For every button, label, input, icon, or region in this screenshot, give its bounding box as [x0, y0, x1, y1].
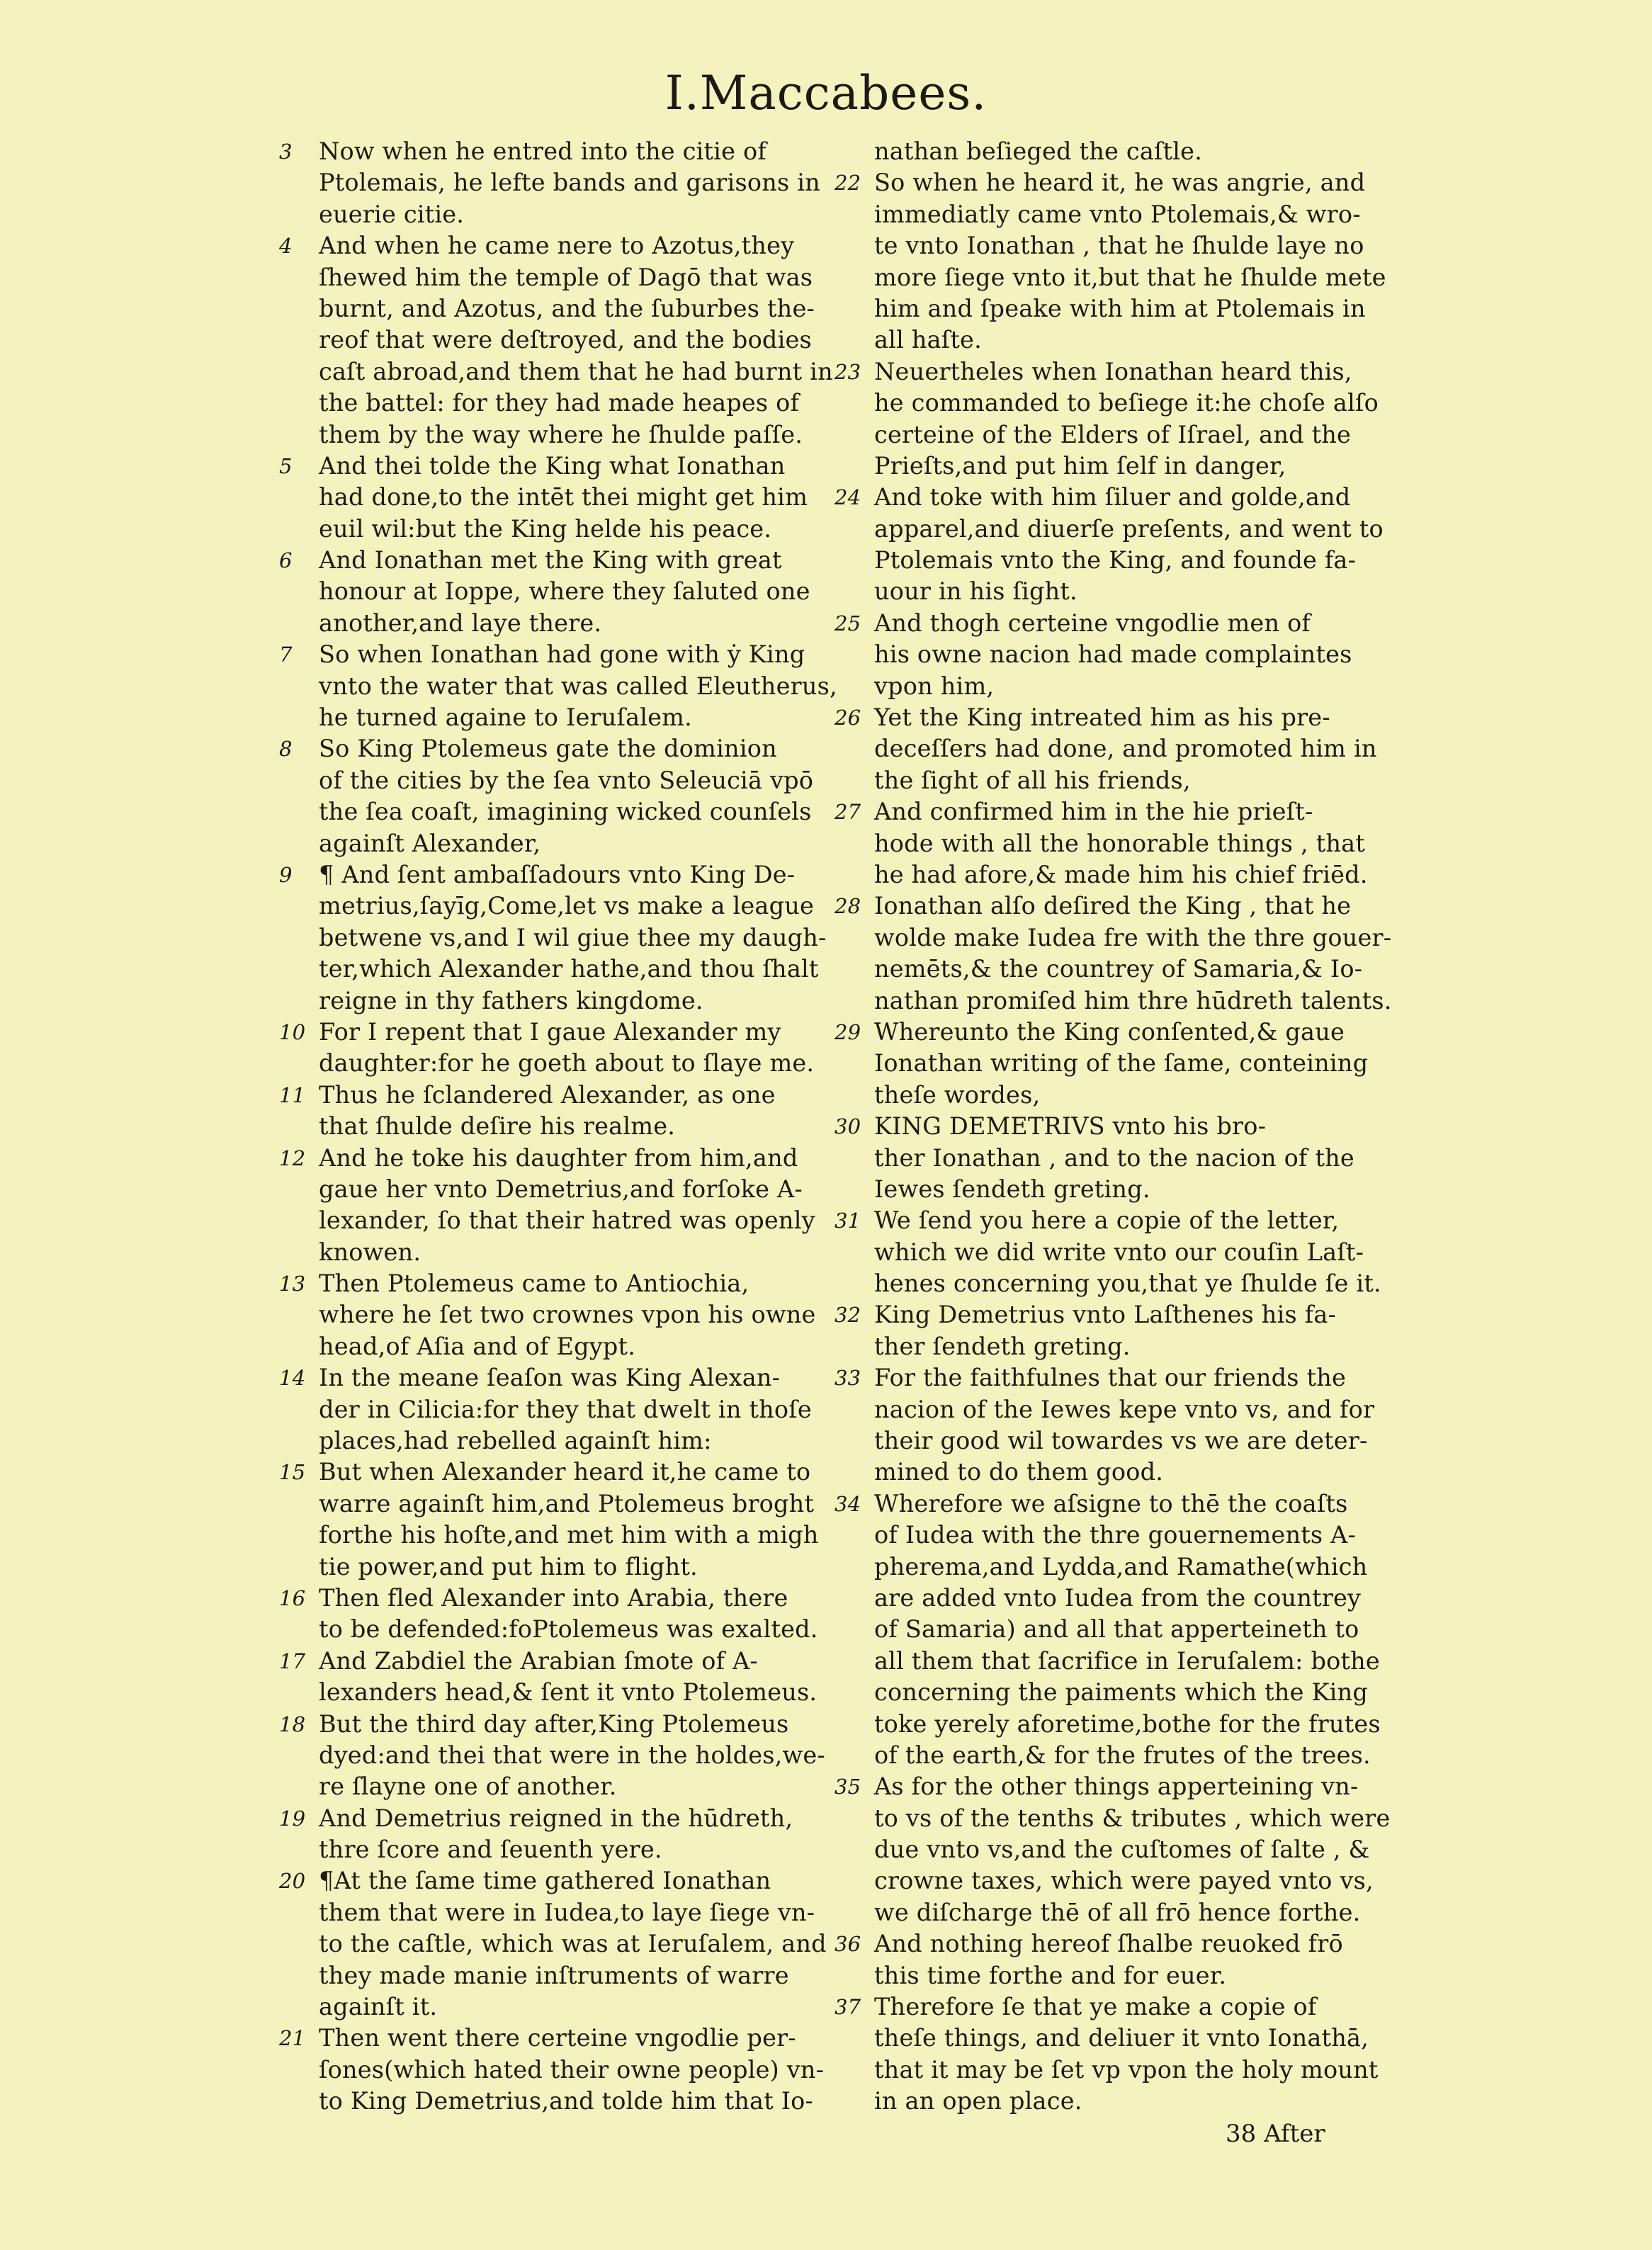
line-text: the battel: for they had made heapes of — [319, 389, 800, 417]
text-line — [825, 1048, 1384, 1079]
line-text: nathan beſieged the caſtle. — [874, 137, 1203, 165]
line-text: certeine of the Elders of Iſrael, and the — [874, 420, 1352, 448]
text-line — [269, 954, 836, 985]
line-text: reof that were deſtroyed, and the bodies — [319, 326, 812, 354]
line-text: another,and laye there. — [319, 609, 602, 637]
line-text: Therefore ſe that ye make a copie of — [874, 1993, 1317, 2021]
text-line — [269, 1834, 836, 1865]
verse-number: 18 — [279, 1712, 306, 1736]
line-text: more ſiege vnto it,but that he ſhulde mete — [874, 263, 1386, 291]
line-text: And toke with him ſiluer and golde,and — [874, 483, 1351, 511]
text-line — [269, 167, 836, 198]
text-line — [825, 859, 1384, 891]
text-line — [269, 1803, 836, 1834]
text-line — [825, 356, 1384, 388]
line-text: dyed:and thei that were in the holdes,we- — [319, 1741, 825, 1769]
line-text: knowen. — [319, 1238, 422, 1266]
text-line — [825, 199, 1384, 230]
line-text: the ſea coaſt, imagining wicked counſels — [319, 798, 812, 826]
text-line — [269, 293, 836, 324]
line-text: apparel,and diuerſe preſents, and went to — [874, 514, 1384, 543]
line-text: againſt Alexander, — [319, 829, 541, 857]
text-line — [269, 1740, 836, 1771]
line-text: pherema,and Lydda,and Ramathe(which — [874, 1552, 1368, 1581]
text-line — [825, 1551, 1384, 1583]
line-text: vpon him, — [874, 672, 995, 700]
text-line — [825, 388, 1384, 419]
text-line — [825, 1865, 1384, 1896]
text-line — [825, 1205, 1384, 1236]
line-text: And when he came nere to Azotus,they — [319, 232, 795, 260]
line-text: of the earth,& for the frutes of the trees. — [874, 1741, 1371, 1769]
text-line — [825, 324, 1384, 356]
text-line — [825, 576, 1384, 607]
verse-number: 7 — [279, 643, 293, 667]
line-text: Neuertheles when Ionathan heard this, — [874, 357, 1352, 385]
text-line — [269, 451, 836, 482]
verse-number: 28 — [835, 894, 861, 919]
verse-number: 20 — [279, 1869, 306, 1894]
verse-number: 16 — [279, 1585, 306, 1610]
text-line — [269, 1143, 836, 1174]
line-text: wolde make Iudea fre with the thre gouer- — [874, 923, 1392, 951]
text-line — [269, 859, 836, 891]
text-line — [269, 1928, 836, 1960]
text-line — [269, 514, 836, 545]
verse-number: 3 — [279, 140, 293, 164]
line-text: For I repent that I gaue Alexander my — [319, 1017, 781, 1046]
text-line — [269, 1299, 836, 1330]
text-line — [269, 2023, 836, 2054]
text-line — [269, 230, 836, 261]
line-text: King Demetrius vnto Laſthenes his fa- — [874, 1301, 1337, 1329]
line-text: Thus he ſclandered Alexander, as one — [319, 1080, 776, 1109]
line-text: Whereunto the King conſented,& gaue — [874, 1017, 1345, 1046]
text-line — [269, 482, 836, 513]
text-line — [269, 1080, 836, 1111]
text-line — [825, 671, 1384, 702]
line-text: theſe wordes, — [874, 1080, 1041, 1109]
line-text: that it may be ſet vp vpon the holy mount — [874, 2055, 1379, 2084]
text-line — [825, 1143, 1384, 1174]
text-line — [269, 765, 836, 796]
line-text: of the cities by the ſea vnto Seleuciā vpō — [319, 766, 814, 794]
line-text: And he toke his daughter from him,and — [319, 1143, 798, 1172]
text-line — [269, 1457, 836, 1488]
text-line — [825, 451, 1384, 482]
text-line — [825, 1425, 1384, 1457]
text-line — [269, 1960, 836, 1991]
text-line — [825, 1646, 1384, 1677]
text-line — [825, 514, 1384, 545]
verse-number: 36 — [835, 1932, 861, 1957]
line-text: head,of Aſia and of Egypt. — [319, 1332, 636, 1360]
text-line — [825, 1677, 1384, 1708]
text-line — [825, 2023, 1384, 2054]
text-line — [825, 1928, 1384, 1960]
line-text: againſt it. — [319, 1993, 438, 2021]
text-line — [825, 1362, 1384, 1393]
line-text: Prieſts,and put him ſelf in danger, — [874, 451, 1286, 480]
verse-number: 31 — [835, 1209, 861, 1233]
text-line — [269, 1709, 836, 1740]
line-text: nacion of the Iewes kepe vnto vs, and for — [874, 1395, 1375, 1423]
line-text: thre ſcore and ſeuenth yere. — [319, 1836, 662, 1864]
line-text: he commanded to beſiege it:he choſe alſo — [874, 389, 1379, 417]
line-text: reigne in thy fathers kingdome. — [319, 986, 703, 1014]
text-line — [825, 167, 1384, 198]
text-line — [269, 1583, 836, 1614]
line-text: Then Ptolemeus came to Antiochia, — [319, 1270, 749, 1298]
line-text: tie power,and put him to flight. — [319, 1552, 698, 1581]
line-text: metrius,ſayīg,Come,let vs make a league — [319, 892, 815, 920]
line-text: this time forthe and for euer. — [874, 1961, 1227, 1989]
text-line — [825, 954, 1384, 985]
line-text: As for the other things apperteining vn- — [874, 1773, 1359, 1801]
text-line — [825, 733, 1384, 764]
text-line — [825, 1991, 1384, 2023]
line-text: all them that ſacrifice in Ieruſalem: bothe — [874, 1646, 1380, 1675]
line-text: deceſſers had done, and promoted him in — [874, 735, 1377, 763]
line-text: burnt, and Azotus, and the ſuburbes the- — [319, 294, 815, 322]
line-text: due vnto vs,and the cuſtomes of ſalte , & — [874, 1836, 1370, 1864]
text-line — [269, 639, 836, 670]
text-line — [269, 388, 836, 419]
line-text: And Zabdiel the Arabian ſmote of A- — [319, 1646, 758, 1675]
text-line — [825, 419, 1384, 451]
verse-number: 22 — [835, 171, 861, 196]
text-line — [269, 419, 836, 451]
line-text: Then went there certeine vngodlie per- — [319, 2024, 796, 2052]
text-line — [269, 733, 836, 764]
text-line — [825, 1237, 1384, 1268]
line-text: he turned againe to Ieruſalem. — [319, 703, 693, 732]
text-line — [825, 828, 1384, 859]
text-line — [269, 1331, 836, 1362]
text-line — [269, 671, 836, 702]
line-text: his owne nacion had made complaintes — [874, 640, 1352, 669]
line-text: And thogh certeine vngodlie men of — [874, 609, 1311, 637]
text-line — [825, 293, 1384, 324]
text-line — [269, 324, 836, 356]
line-text: uour in his ſight. — [874, 577, 1077, 606]
right-column — [825, 136, 1392, 2118]
verse-number: 32 — [835, 1303, 861, 1328]
text-line — [825, 1017, 1384, 1048]
line-text: that ſhulde deſire his realme. — [319, 1112, 676, 1141]
text-line — [269, 576, 836, 607]
text-line — [269, 1897, 836, 1928]
text-line — [269, 1771, 836, 1802]
text-line — [825, 702, 1384, 733]
text-line — [269, 1551, 836, 1583]
text-line — [269, 922, 836, 954]
verse-number: 17 — [279, 1649, 306, 1673]
line-text: ther Ionathan , and to the nacion of the — [874, 1143, 1354, 1172]
text-line — [269, 891, 836, 922]
verse-number: 19 — [279, 1806, 306, 1831]
verse-number: 13 — [279, 1272, 306, 1296]
text-line — [825, 1080, 1384, 1111]
text-line — [269, 1991, 836, 2023]
line-text: are added vnto Iudea from the countrey — [874, 1583, 1362, 1612]
text-line — [269, 136, 836, 167]
line-text: nemēts,& the countrey of Samaria,& Io- — [874, 955, 1363, 983]
text-line — [825, 1803, 1391, 1834]
line-text: euerie citie. — [319, 200, 465, 228]
text-line — [825, 1299, 1384, 1330]
text-line — [269, 356, 836, 388]
line-text: In the meane ſeaſon was King Alexan- — [319, 1364, 781, 1392]
line-text: te vnto Ionathan , that he ſhulde laye no — [874, 232, 1364, 260]
line-text: Ionathan alſo deſired the King , that he — [874, 892, 1352, 920]
verse-number: 4 — [279, 234, 293, 259]
line-text: ſhewed him the temple of Dagō that was — [319, 263, 813, 291]
line-text: him and ſpeake with him at Ptolemais in — [874, 294, 1366, 322]
text-line — [269, 545, 836, 576]
line-text: And Demetrius reigned in the hūdreth, — [319, 1804, 793, 1832]
line-text: ¶At the ſame time gathered Ionathan — [319, 1867, 771, 1895]
line-text: in an open place. — [874, 2087, 1082, 2115]
line-text: the ſight of all his friends, — [874, 766, 1191, 794]
line-text: So when Ionathan had gone with ẏ King — [319, 640, 805, 669]
verse-number: 15 — [279, 1460, 306, 1485]
line-text: ter,which Alexander hathe,and thou ſhalt — [319, 955, 819, 983]
text-line — [825, 136, 1384, 167]
text-line — [825, 1268, 1384, 1299]
text-line — [825, 482, 1384, 513]
line-text: Ionathan writing of the ſame, conteining — [874, 1049, 1369, 1078]
line-text: forthe his hoſte,and met him with a migh — [319, 1521, 819, 1549]
line-text: to vs of the tenths & tributes , which were — [874, 1804, 1391, 1832]
text-line — [269, 1425, 836, 1457]
line-text: them that were in Iudea,to laye ſiege vn- — [319, 1898, 815, 1926]
verse-number: 33 — [835, 1366, 861, 1391]
line-text: warre againſt him,and Ptolemeus broght — [319, 1489, 815, 1517]
line-text: mined to do them good. — [874, 1458, 1164, 1486]
verse-number: 37 — [835, 1995, 861, 2020]
text-line — [825, 1897, 1384, 1928]
verse-number: 23 — [835, 359, 861, 384]
text-line — [269, 1394, 836, 1425]
line-text: daughter:for he goeth about to ſlaye me. — [319, 1049, 815, 1078]
text-line — [825, 1520, 1384, 1551]
line-text: gaue her vnto Demetrius,and forſoke A- — [319, 1175, 803, 1203]
text-line — [269, 1237, 836, 1268]
text-line — [269, 1488, 836, 1520]
text-line — [825, 1709, 1384, 1740]
text-line — [825, 1960, 1384, 1991]
line-text: Yet the King intreated him as his pre- — [874, 703, 1330, 732]
text-line — [825, 1488, 1384, 1520]
line-text: So King Ptolemeus gate the dominion — [319, 735, 777, 763]
line-text: of Samaria) and all that apperteineth to — [874, 1615, 1359, 1644]
line-text: ther ſendeth greting. — [874, 1332, 1131, 1360]
verse-number: 11 — [279, 1082, 306, 1107]
line-text: where he ſet two crownes vpon his owne — [319, 1301, 816, 1329]
text-line — [269, 828, 836, 859]
left-column — [269, 136, 836, 2118]
line-text: So when he heard it, he was angrie, and — [874, 169, 1366, 197]
line-text: Ptolemais vnto the King, and founde fa- — [874, 546, 1357, 575]
line-text: their good wil towardes vs we are deter- — [874, 1427, 1368, 1455]
line-text: vnto the water that was called Eleutherus, — [319, 672, 837, 700]
line-text: caſt abroad,and them that he had burnt in — [319, 357, 833, 385]
text-line — [825, 1331, 1384, 1362]
text-line — [825, 2086, 1384, 2117]
text-line — [825, 1583, 1384, 1614]
verse-number: 27 — [835, 800, 861, 825]
line-text: der in Cilicia:for they that dwelt in thoſe — [319, 1395, 812, 1423]
line-text: he had afore,& made him his chief friēd. — [874, 860, 1368, 888]
text-line — [825, 608, 1384, 639]
line-text: But when Alexander heard it,he came to — [319, 1458, 811, 1486]
line-text: For the faithfulnes that our friends the — [874, 1364, 1347, 1392]
text-line — [269, 1362, 836, 1393]
text-line — [269, 1111, 836, 1142]
line-text: we diſcharge thē of all frō hence forthe. — [874, 1898, 1361, 1926]
text-line — [825, 2054, 1384, 2086]
text-line — [269, 1174, 836, 1205]
line-text: ¶ And ſent ambaſſadours vnto King De- — [319, 860, 796, 888]
line-text: to the caſtle, which was at Ieruſalem, and — [319, 1930, 827, 1958]
verse-number: 10 — [279, 1019, 306, 1044]
line-text: lexanders head,& ſent it vnto Ptolemeus. — [319, 1678, 817, 1707]
line-text: to be defended:foPtolemeus was exalted. — [319, 1615, 818, 1644]
line-text: Wherefore we aſsigne to thē the coaſts — [874, 1489, 1348, 1517]
line-text: lexander, ſo that their hatred was openly — [319, 1206, 815, 1235]
line-text: places,had rebelled againſt him: — [319, 1427, 712, 1455]
verse-number: 14 — [279, 1366, 306, 1391]
line-text: But the third day after,King Ptolemeus — [319, 1709, 789, 1738]
text-line — [825, 891, 1384, 922]
text-line — [825, 985, 1392, 1017]
line-text: And confirmed him in the hie prieſt- — [874, 798, 1313, 826]
line-text: of Iudea with the thre gouernements A- — [874, 1521, 1357, 1549]
text-line — [269, 1614, 836, 1645]
verse-number: 26 — [835, 706, 861, 730]
text-line — [825, 1740, 1384, 1771]
text-line — [825, 545, 1384, 576]
text-line — [825, 1174, 1384, 1205]
text-line — [825, 765, 1384, 796]
text-line — [269, 2054, 836, 2086]
line-text: which we did write vnto our couſin Laſt- — [874, 1238, 1364, 1266]
line-text: hode with all the honorable things , that — [874, 829, 1365, 857]
text-line — [825, 1614, 1384, 1645]
line-text: Now when he entred into the citie of — [319, 137, 766, 165]
line-text: Ptolemais, he lefte bands and garisons in — [319, 169, 820, 197]
text-line — [269, 796, 836, 827]
verse-number: 9 — [279, 862, 293, 887]
text-line — [269, 608, 836, 639]
line-text: euil wil:but the King helde his peace. — [319, 514, 772, 543]
text-line — [269, 1677, 836, 1708]
text-line — [269, 199, 836, 230]
line-text: had done,to the intēt thei might get him — [319, 483, 808, 511]
verse-number: 30 — [835, 1114, 861, 1139]
verse-number: 25 — [835, 611, 861, 635]
text-line — [269, 1205, 836, 1236]
text-line — [269, 1865, 836, 1896]
text-line — [269, 1048, 836, 1079]
text-line — [269, 1646, 836, 1677]
text-line — [825, 796, 1384, 827]
text-line — [269, 1017, 836, 1048]
catchword: 38 After — [1226, 2120, 1325, 2148]
line-text: We ſend you here a copie of the letter, — [874, 1206, 1340, 1235]
verse-number: 8 — [279, 737, 293, 762]
verse-number: 6 — [279, 548, 293, 573]
line-text: they made manie inſtruments of warre — [319, 1961, 789, 1989]
text-line — [269, 1520, 836, 1551]
text-line — [825, 262, 1384, 293]
line-text: KING DEMETRIVS vnto his bro- — [874, 1112, 1267, 1141]
text-line — [269, 1268, 836, 1299]
line-text: concerning the paiments which the King — [874, 1678, 1368, 1707]
text-line — [269, 985, 836, 1017]
line-text: crowne taxes, which were payed vnto vs, — [874, 1867, 1374, 1895]
line-text: them by the way where he ſhulde paſſe. — [319, 420, 803, 448]
text-line — [825, 1394, 1384, 1425]
line-text: all haſte. — [874, 326, 982, 354]
text-line — [825, 639, 1384, 670]
text-line — [825, 922, 1392, 954]
page-title: I.Maccabees. — [664, 66, 988, 120]
line-text: betwene vs,and I wil giue thee my daugh- — [319, 923, 827, 951]
line-text: And nothing hereof ſhalbe reuoked frō — [874, 1930, 1343, 1958]
text-line — [269, 262, 836, 293]
verse-number: 5 — [279, 453, 293, 478]
text-line — [825, 1771, 1384, 1802]
text-line — [825, 230, 1384, 261]
line-text: nathan promiſed him thre hūdreth talents. — [874, 986, 1392, 1014]
line-text: honour at Ioppe, where they ſaluted one — [319, 577, 810, 606]
line-text: theſe things, and deliuer it vnto Ionathā, — [874, 2024, 1369, 2052]
text-line — [269, 702, 836, 733]
verse-number: 21 — [279, 2026, 306, 2051]
line-text: immediatly came vnto Ptolemais,& wro- — [874, 200, 1361, 228]
line-text: re ſlayne one of another. — [319, 1773, 617, 1801]
verse-number: 29 — [835, 1019, 861, 1044]
line-text: henes concerning you,that ye ſhulde ſe it. — [874, 1270, 1381, 1298]
line-text: And Ionathan met the King with great — [319, 546, 782, 575]
text-line — [825, 1111, 1384, 1142]
verse-number: 35 — [835, 1775, 861, 1799]
text-line — [825, 1834, 1384, 1865]
line-text: to King Demetrius,and tolde him that Io- — [319, 2087, 814, 2115]
verse-number: 24 — [835, 485, 861, 510]
line-text: Iewes ſendeth greting. — [874, 1175, 1150, 1203]
line-text: toke yerely aforetime,bothe for the frutes — [874, 1709, 1381, 1738]
text-line — [269, 2086, 836, 2117]
line-text: ſones(which hated their owne people) vn- — [319, 2055, 825, 2084]
line-text: And thei tolde the King what Ionathan — [319, 451, 786, 480]
text-line — [825, 1457, 1384, 1488]
verse-number: 34 — [835, 1491, 861, 1516]
verse-number: 12 — [279, 1146, 306, 1170]
line-text: Then fled Alexander into Arabia, there — [319, 1583, 788, 1612]
